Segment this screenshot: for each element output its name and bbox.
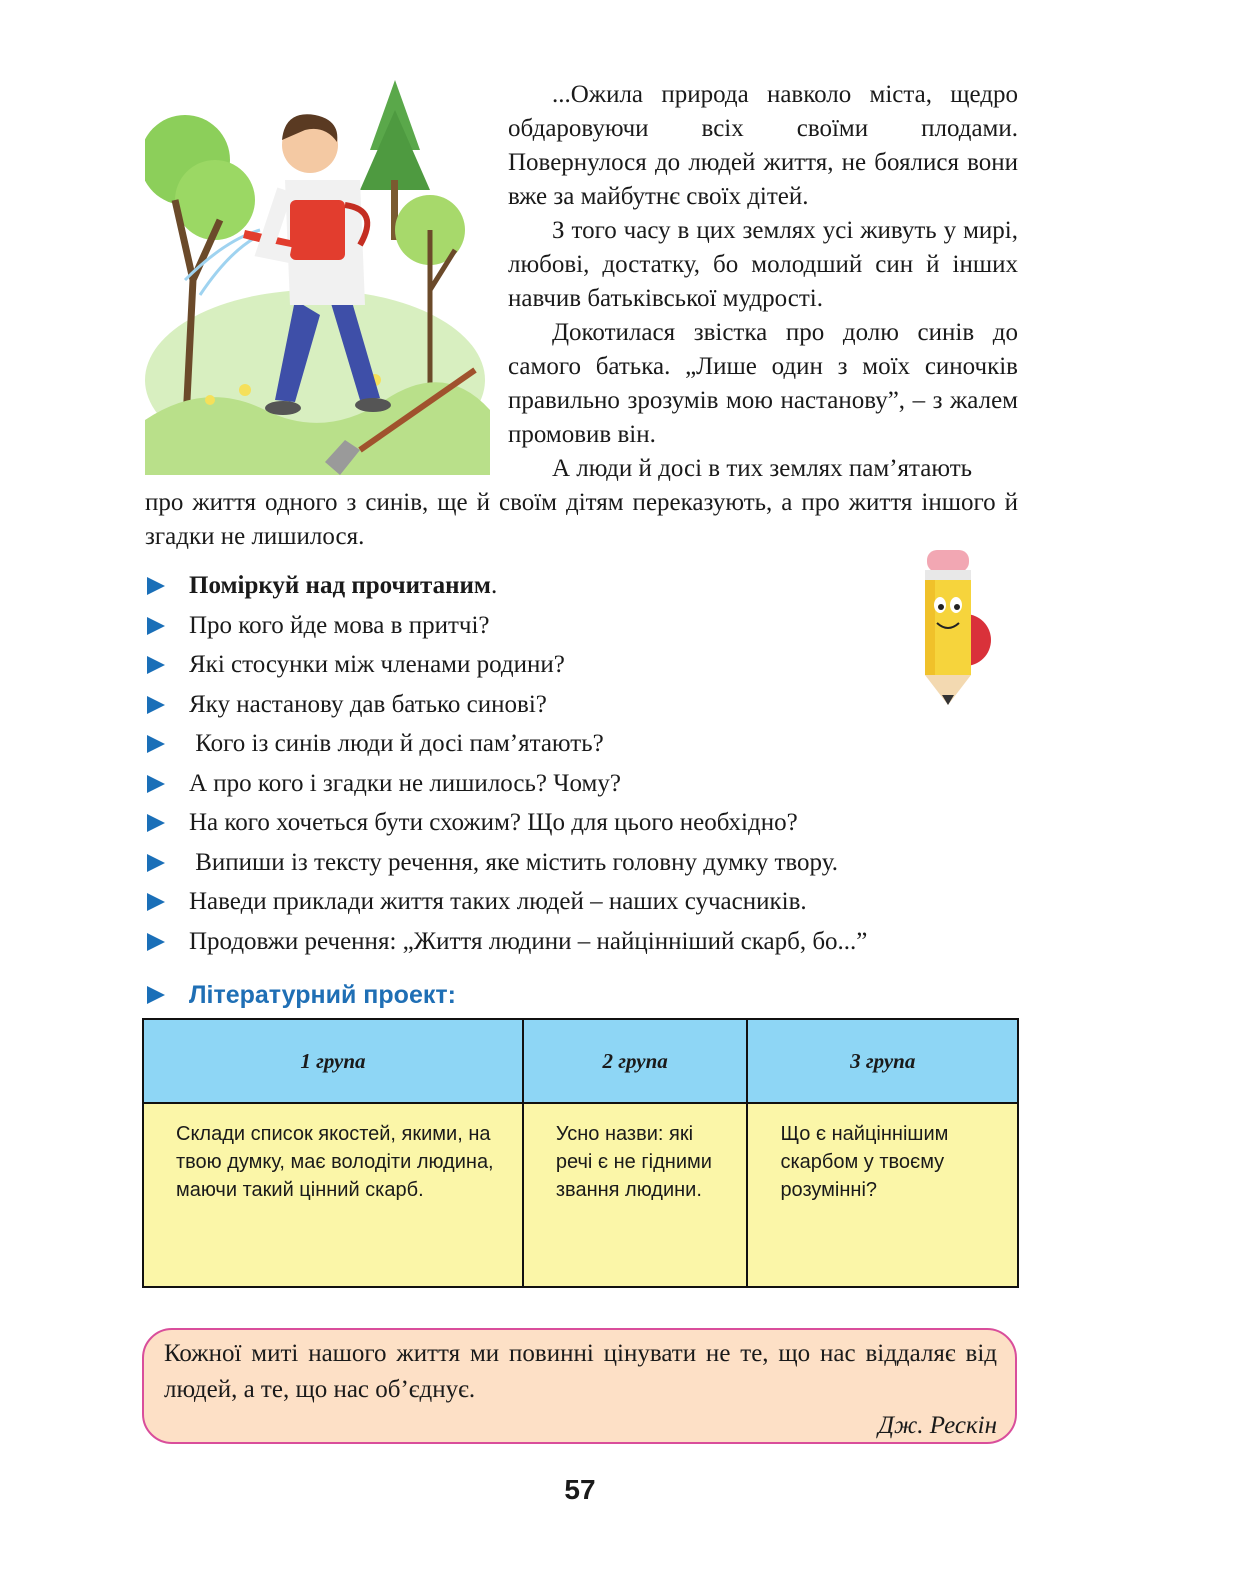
story-paragraph-start: А люди й досі в тих землях пам’ятають bbox=[552, 455, 973, 482]
question-item: Наведи приклади життя таких людей – наших сучасників. bbox=[145, 882, 1025, 922]
triangle-bullet-icon bbox=[147, 577, 165, 595]
question-item: Продовжи речення: „Життя людини – найцінніший скарб, бо...” bbox=[145, 922, 1025, 962]
table-row bbox=[143, 1103, 1018, 1287]
questions-heading: Поміркуй над прочитаним. bbox=[145, 566, 1025, 606]
group-3-task: Що є найціннішим скарбом у твоєму розумінні? bbox=[747, 1103, 1018, 1287]
triangle-bullet-icon bbox=[147, 814, 165, 832]
group-2-header: 2 група bbox=[523, 1019, 748, 1103]
group-2-task: Усно назви: які речі є не гідними звання людини. bbox=[523, 1103, 748, 1287]
triangle-bullet-icon bbox=[147, 893, 165, 911]
question-item: А про кого і згадки не лишилось? Чому? bbox=[145, 764, 1025, 804]
triangle-bullet-icon bbox=[147, 933, 165, 951]
story-paragraph: Докотилася звістка про долю синів до самого батька. „Лише один з моїх синочків правильно зрозумів мою настанову”, – з жалем промовив він. bbox=[508, 319, 1018, 448]
triangle-bullet-icon bbox=[147, 854, 165, 872]
triangle-bullet-icon bbox=[147, 775, 165, 793]
triangle-bullet-icon bbox=[147, 617, 165, 635]
question-item: На кого хочеться бути схожим? Що для цього необхідно? bbox=[145, 803, 1025, 843]
question-item: Яку настанову дав батько синові? bbox=[145, 685, 1025, 725]
project-groups-table bbox=[142, 1018, 1019, 1288]
triangle-bullet-icon bbox=[147, 656, 165, 674]
group-1-task: Склади список якостей, якими, на твою думку, має володіти людина, маючи такий цінний скарб. bbox=[143, 1103, 523, 1287]
question-item: Кого із синів люди й досі пам’ятають? bbox=[145, 724, 1025, 764]
story-paragraph: ...Ожила природа навколо міста, щедро обдаровуючи всіх своїми плодами. Повернулося до людей життя, не боялися вони вже за майбутнє своїх дітей. bbox=[508, 81, 1018, 210]
page-number: 57 bbox=[564, 1474, 596, 1505]
story-text-top bbox=[508, 78, 1018, 452]
triangle-bullet-icon bbox=[147, 735, 165, 753]
quote-author: Дж. Рескін bbox=[878, 1412, 997, 1439]
question-item: Про кого йде мова в притчі? bbox=[145, 606, 1025, 646]
table-header-row bbox=[143, 1019, 1018, 1103]
triangle-bullet-icon bbox=[147, 696, 165, 714]
project-heading: Літературний проект: bbox=[145, 975, 456, 1015]
discussion-questions bbox=[145, 566, 1025, 961]
quote-box bbox=[142, 1328, 1017, 1444]
quote-text: Кожної миті нашого життя ми повинні цінувати не те, що нас віддаляє від людей, а те, що нас об’єднує. bbox=[164, 1340, 997, 1403]
boy-watering-tree-illustration bbox=[145, 80, 490, 475]
story-paragraph-continuation: про життя одного з синів, ще й своїм дітям переказують, а про життя іншого й згадки не лишилося. bbox=[145, 489, 1018, 550]
story-text-bottom bbox=[145, 452, 1018, 554]
question-item: Які стосунки між членами родини? bbox=[145, 645, 1025, 685]
group-3-header: 3 група bbox=[747, 1019, 1018, 1103]
group-1-header: 1 група bbox=[143, 1019, 523, 1103]
question-item: Випиши із тексту речення, яке містить головну думку твору. bbox=[145, 843, 1025, 883]
pencil-mascot-illustration bbox=[905, 545, 995, 710]
triangle-bullet-icon bbox=[147, 986, 165, 1004]
story-paragraph: З того часу в цих землях усі живуть у мирі, любові, достатку, бо молодший син й інших навчив батьківської мудрості. bbox=[508, 217, 1018, 312]
